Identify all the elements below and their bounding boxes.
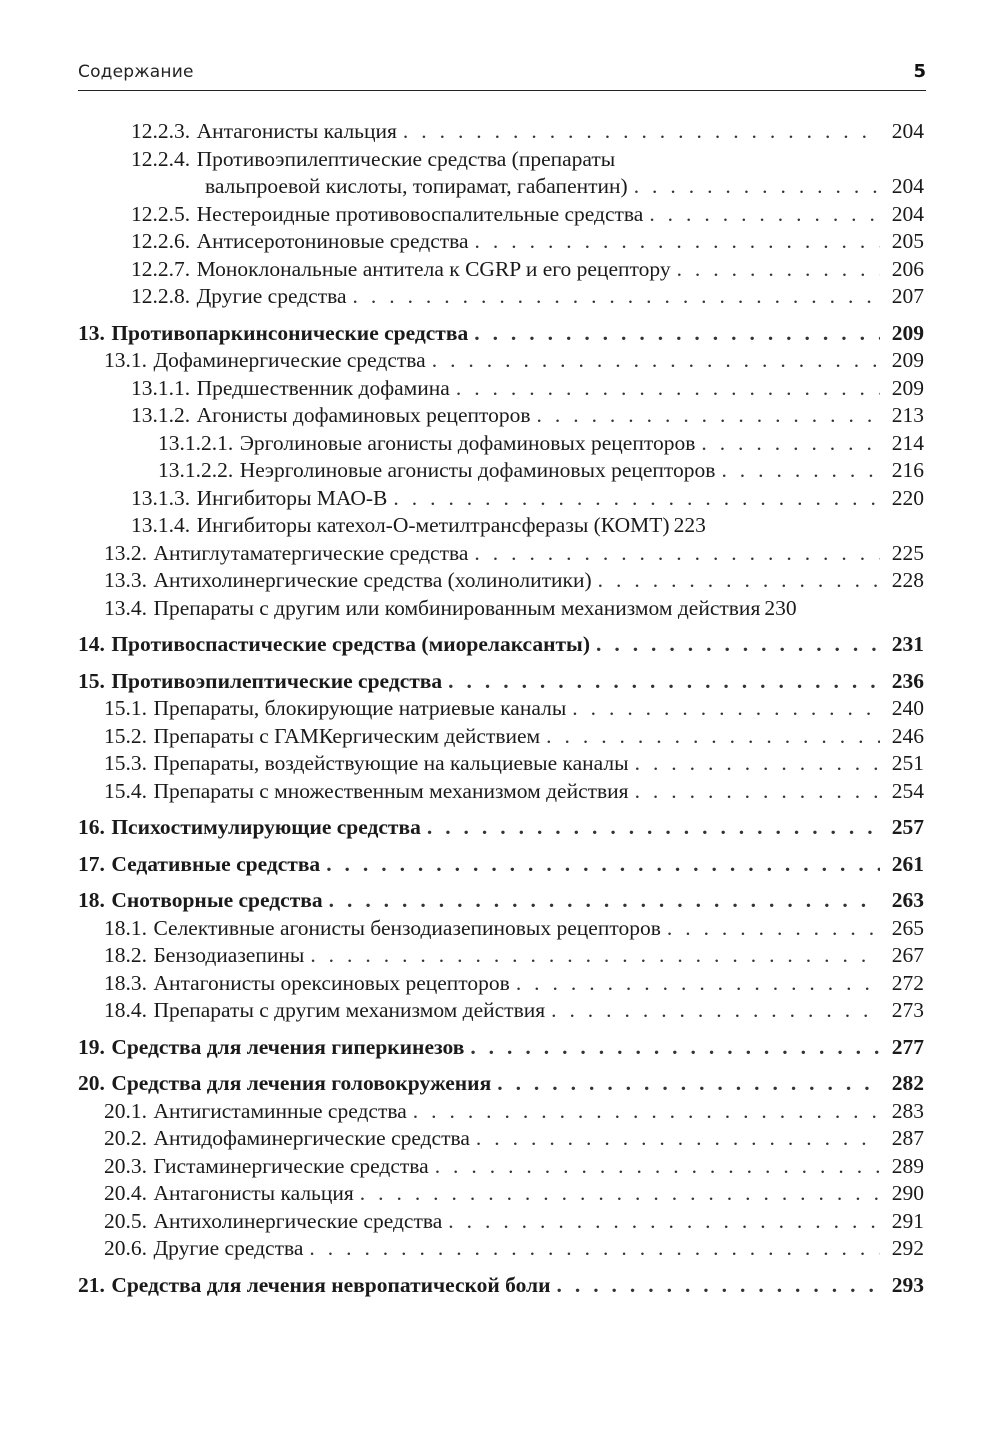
toc-entry-title: Антагонисты кальция [153,1181,354,1205]
toc-entry-page: 265 [891,915,924,940]
toc-chapter-title: Противопаркинсонические средства [111,320,469,345]
toc-entry-page: 291 [891,1208,924,1233]
dot-leader [677,256,880,284]
toc-chapter-title: Средства для лечения гиперкинезов [111,1034,465,1059]
toc-entry-page: 216 [891,458,924,482]
toc-entry-page: 204 [891,119,924,143]
dot-leader [432,347,880,375]
dot-leader [474,540,880,568]
dot-leader [309,1235,880,1263]
toc-chapter-13 [78,320,924,348]
toc-entry-title: Бензодиазепины [153,943,305,967]
toc-entry-12-2-4-line1 [78,146,924,174]
toc-entry-page: 204 [891,201,924,226]
toc-entry-13-3 [78,567,924,595]
toc-entry-page: 228 [891,568,924,592]
toc-entry-15-1 [78,695,924,723]
dot-leader [475,228,880,256]
toc-chapter-number: 21. [78,1272,105,1297]
toc-chapter-page: 282 [891,1071,924,1095]
toc-entry-number: 12.2.6. [131,229,191,253]
toc-chapter-page: 293 [891,1272,924,1297]
toc-entry-number: 20.3. [104,1153,147,1178]
dot-leader [635,750,880,778]
toc-entry-page: 283 [891,1098,924,1123]
toc-entry-page: 225 [891,540,924,565]
toc-entry-20-2 [78,1125,924,1153]
dot-leader [667,915,880,943]
dot-leader [474,320,880,348]
toc-entry-number: 18.1. [104,915,147,940]
toc-entry-number: 15.2. [104,723,147,748]
dot-leader [326,851,880,879]
toc-chapter-page: 261 [891,851,924,876]
toc-entry-number: 15.4. [104,778,147,803]
toc-entry-20-3 [78,1153,924,1181]
toc-chapter-title: Средства для лечения головокружения [111,1071,492,1095]
toc-entry-title: Эрголиновые агонисты дофаминовых рецепторов [239,430,696,455]
dot-leader [546,723,880,751]
toc-entry-page: 213 [891,403,924,427]
toc-entry-20-4 [78,1180,924,1208]
toc-chapter-number: 18. [78,888,105,912]
toc-entry-title: Антихолинергические средства [153,1208,443,1233]
toc-chapter-page: 209 [891,320,924,345]
dot-leader [403,118,880,146]
dot-leader [551,997,880,1025]
toc-entry-page: 220 [891,485,924,510]
toc-chapter-15 [78,668,924,696]
toc-entry-number: 13.3. [104,568,147,592]
running-title: Содержание [78,62,194,82]
dot-leader [634,173,880,201]
dot-leader [448,668,880,696]
dot-leader [598,567,880,595]
toc-entry-12-2-8 [78,283,924,311]
dot-leader [310,942,880,970]
toc-entry-page: 209 [891,348,924,372]
toc-entry-15-2 [78,723,924,751]
toc-entry-title: Другие средства [196,284,347,308]
toc-entry-12-2-6 [78,228,924,256]
dot-leader [353,283,880,311]
toc-entry-title: Гистаминергические средства [153,1153,429,1178]
toc-entry-title: Антигистаминные средства [153,1098,407,1123]
toc-entry-page: 272 [891,970,924,995]
toc-entry-number: 13.1.4. [131,513,191,537]
toc-chapter-19 [78,1034,924,1062]
toc-chapter-number: 17. [78,851,105,876]
toc-chapter-title: Снотворные средства [111,888,323,912]
dot-leader [596,631,880,659]
toc-chapter-20 [78,1070,924,1098]
toc-entry-18-2 [78,942,924,970]
toc-entry-page: 209 [891,375,924,400]
toc-entry-13-1 [78,347,924,375]
toc-entry-page: 254 [891,778,924,803]
toc-entry-number: 20.1. [104,1098,147,1123]
toc-entry-number: 13.1.2.2. [158,458,234,482]
toc-entry-title: Селективные агонисты бензодиазепиновых рецепторов [153,915,661,940]
toc-entry-number: 12.2.4. [131,146,191,171]
toc-entry-title: Препараты, блокирующие натриевые каналы [153,696,567,720]
toc-entry-title: Неэрголиновые агонисты дофаминовых рецепторов [239,458,716,482]
toc-entry-page: 214 [891,430,924,455]
toc-entry-title: Агонисты дофаминовых рецепторов [196,403,531,427]
dot-leader [427,814,880,842]
toc-chapter-14 [78,631,924,659]
toc-entry-number: 12.2.8. [131,284,191,308]
running-header [78,58,926,91]
toc-entry-page: 230 [764,595,797,620]
toc-entry-13-2 [78,540,924,568]
toc-entry-page: 290 [891,1181,924,1205]
dot-leader [329,887,880,915]
toc-chapter-page: 236 [891,668,924,693]
dot-leader [572,695,880,723]
toc-chapter-21 [78,1272,924,1300]
toc-entry-page: 207 [891,284,924,308]
toc-entry-page: 267 [891,943,924,967]
dot-leader [649,201,880,229]
toc-entry-number: 12.2.5. [131,201,191,226]
dot-leader [413,1098,880,1126]
toc-entry-page: 273 [891,998,924,1022]
toc-chapter-page: 257 [891,815,924,839]
toc-entry-page: 251 [891,751,924,775]
toc-entry-12-2-5 [78,201,924,229]
toc-chapter-title: Противоэпилептические средства [111,668,443,693]
dot-leader [470,1034,880,1062]
toc-entry-title: Антиглутаматергические средства [153,540,469,565]
toc-entry-13-1-4 [78,512,924,540]
toc-chapter-page: 263 [891,888,924,912]
toc-entry-number: 15.3. [104,751,147,775]
toc-entry-13-1-2-2 [78,457,924,485]
toc-entry-page: 223 [673,513,706,537]
toc-chapter-number: 14. [78,632,105,656]
toc-entry-number: 20.6. [104,1236,147,1260]
toc-entry-13-4 [78,595,924,623]
toc-entry-number: 15.1. [104,696,147,720]
toc-entry-title: Антисеротониновые средства [196,229,469,253]
toc-entry-number: 13.1.2.1. [158,430,234,455]
toc-entry-number: 20.5. [104,1208,147,1233]
toc-chapter-title: Седативные средства [111,851,321,876]
toc-entry-title: Дофаминергические средства [153,348,426,372]
toc-entry-number: 13.1.3. [131,485,191,510]
toc-chapter-title: Средства для лечения невропатической боли [111,1272,551,1297]
toc-entry-page: 292 [891,1236,924,1260]
toc-entry-number: 13.4. [104,595,147,620]
toc-entry-title: Препараты с множественным механизмом действия [153,778,629,803]
toc-chapter-16 [78,814,924,842]
toc-chapter-title: Противоспастические средства (миорелаксанты) [111,632,590,656]
toc-chapter-18 [78,887,924,915]
toc-entry-number: 20.4. [104,1181,147,1205]
toc-entry-15-4 [78,778,924,806]
toc-entry-12-2-4-line2 [78,173,924,201]
toc-entry-13-1-3 [78,485,924,513]
toc-chapter-number: 16. [78,815,105,839]
toc-entry-title: Антидофаминергические средства [153,1126,470,1150]
dot-leader [557,1272,881,1300]
toc-entry-title: Препараты с другим механизмом действия [153,998,546,1022]
toc-entry-number: 20.2. [104,1126,147,1150]
dot-leader [360,1180,880,1208]
toc-entry-number: 13.1. [104,348,147,372]
toc-chapter-number: 15. [78,668,105,693]
toc-chapter-number: 13. [78,320,105,345]
dot-leader [721,457,880,485]
toc-entry-page: 240 [891,696,924,720]
toc-entry-title: Ингибиторы катехол-О-метилтрансферазы (КОМТ) [196,513,670,537]
toc-entry-title: Препараты, воздействующие на кальциевые каналы [153,751,629,775]
toc-chapter-number: 20. [78,1071,105,1095]
toc-entry-18-4 [78,997,924,1025]
toc-entry-title: Нестероидные противовоспалительные средства [196,201,644,226]
toc-entry-title-line2: вальпроевой кислоты, топирамат, габапентин) [205,174,628,198]
dot-leader [456,375,880,403]
toc-entry-20-6 [78,1235,924,1263]
toc-entry-13-1-2 [78,402,924,430]
toc-entry-number: 13.2. [104,540,147,565]
toc-entry-number: 12.2.7. [131,256,191,281]
toc-entry-12-2-7 [78,256,924,284]
dot-leader [435,1153,880,1181]
toc-entry-18-1 [78,915,924,943]
toc-entry-page: 205 [891,229,924,253]
toc-entry-title: Препараты с ГАМКергическим действием [153,723,541,748]
toc-entry-number: 18.3. [104,970,147,995]
toc-entry-number: 13.1.1. [131,375,191,400]
toc-entry-number: 18.4. [104,998,147,1022]
toc-entry-13-1-2-1 [78,430,924,458]
toc-entry-page: 246 [891,723,924,748]
toc-entry-number: 12.2.3. [131,119,191,143]
dot-leader [497,1070,880,1098]
toc-entry-title: Антагонисты кальция [196,119,397,143]
toc-entry-page: 204 [891,174,924,198]
toc-entry-15-3 [78,750,924,778]
dot-leader [448,1208,880,1236]
toc-entry-title: Моноклональные антитела к CGRP и его рецептору [196,256,671,281]
dot-leader [537,402,880,430]
table-of-contents [78,118,924,1299]
toc-entry-title: Другие средства [153,1236,304,1260]
toc-entry-20-1 [78,1098,924,1126]
toc-entry-13-1-1 [78,375,924,403]
dot-leader [393,485,880,513]
toc-chapter-title: Психостимулирующие средства [111,815,421,839]
toc-entry-page: 206 [891,256,924,281]
toc-entry-page: 287 [891,1126,924,1150]
dot-leader [476,1125,880,1153]
dot-leader [635,778,880,806]
toc-entry-title: Предшественник дофамина [196,375,450,400]
page-number: 5 [913,61,926,82]
toc-entry-20-5 [78,1208,924,1236]
toc-entry-title-line1: Противоэпилептические средства (препараты [196,146,616,171]
toc-chapter-number: 19. [78,1034,105,1059]
toc-entry-page: 289 [891,1153,924,1178]
toc-chapter-page: 277 [891,1034,924,1059]
toc-entry-title: Ингибиторы МАО-В [196,485,388,510]
toc-chapter-17 [78,851,924,879]
toc-chapter-page: 231 [891,632,924,656]
toc-entry-number: 18.2. [104,943,147,967]
dot-leader [701,430,880,458]
dot-leader [516,970,880,998]
toc-entry-number: 13.1.2. [131,403,191,427]
toc-entry-18-3 [78,970,924,998]
toc-entry-title: Антихолинергические средства (холинолитики) [153,568,592,592]
toc-entry-title: Препараты с другим или комбинированным механизмом действия [153,595,761,620]
toc-entry-title: Антагонисты орексиновых рецепторов [153,970,510,995]
toc-entry-12-2-3 [78,118,924,146]
